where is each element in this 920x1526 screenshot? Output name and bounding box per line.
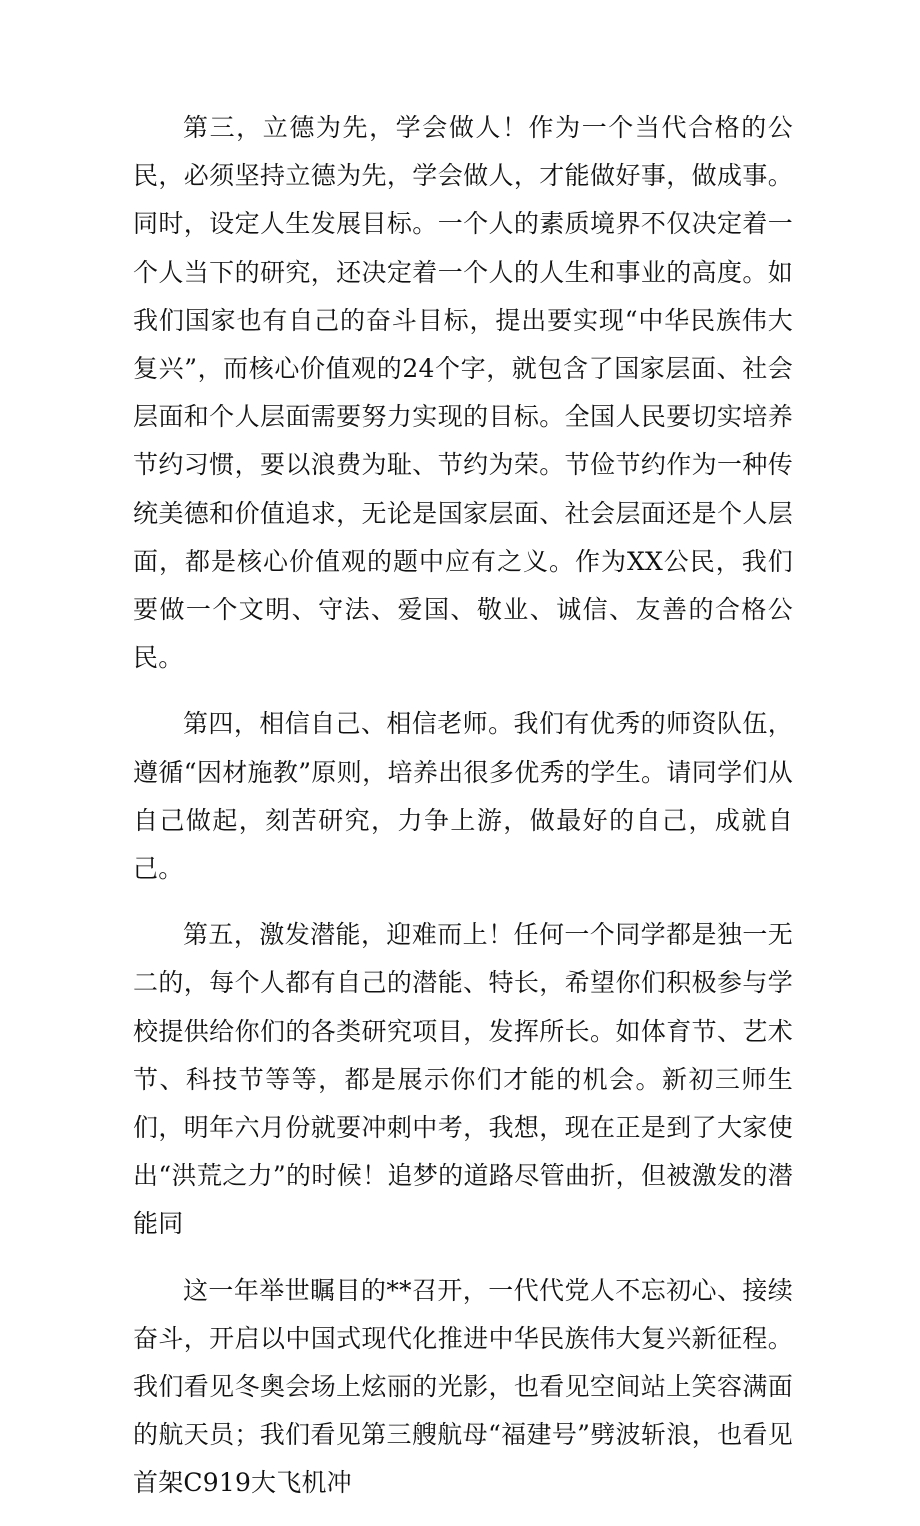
paragraph-fourth-point: 第四，相信自己、相信老师。我们有优秀的师资队伍，遵循“因材施教”原则，培养出很多优秀的学生。请同学们从自己做起，刻苦研究，力争上游，做最好的自己，成就自己。 xyxy=(133,709,793,884)
paragraph-third-point: 第三，立德为先，学会做人！作为一个当代合格的公民，必须坚持立德为先，学会做人，才能做好事，做成事。同时，设定人生发展目标。一个人的素质境界不仅决定着一个人当下的研究，还决定着一个人的人生和事业的高度。如我们国家也有自己的奋斗目标，提出要实现“中华民族伟大复兴”，而核心价值观的24个字，就包含了国家层面、社会层面和个人层面需要努力实现的目标。全国人民要切实培养节约习惯，要以浪费为耻、节约为荣。节俭节约作为一种传统美德和价值追求，无论是国家层面、社会层面还是个人层面，都是核心价值观的题中应有之义。作为XX公民，我们要做一个文明、守法、爱国、敬业、诚信、友善的合格公民。 xyxy=(133,113,793,673)
paragraph-year-review: 这一年举世瞩目的**召开，一代代党人不忘初心、接续奋斗，开启以中国式现代化推进中华民族伟大复兴新征程。我们看见冬奥会场上炫丽的光影，也看见空间站上笑容满面的航天员；我们看见第三艘航母“福建号”劈波斩浪，也看见首架C919大飞机冲 xyxy=(133,1275,793,1498)
paragraph-fifth-point: 第五，激发潜能，迎难而上！任何一个同学都是独一无二的，每个人都有自己的潜能、特长，希望你们积极参与学校提供给你们的各类研究项目，发挥所长。如体育节、艺术节、科技节等等，都是展示你们才能的机会。新初三师生们，明年六月份就要冲刺中考，我想，现在正是到了大家使出“洪荒之力”的时候！追梦的道路尽管曲折，但被激发的潜能同 xyxy=(133,920,793,1239)
document-body xyxy=(133,104,793,1526)
